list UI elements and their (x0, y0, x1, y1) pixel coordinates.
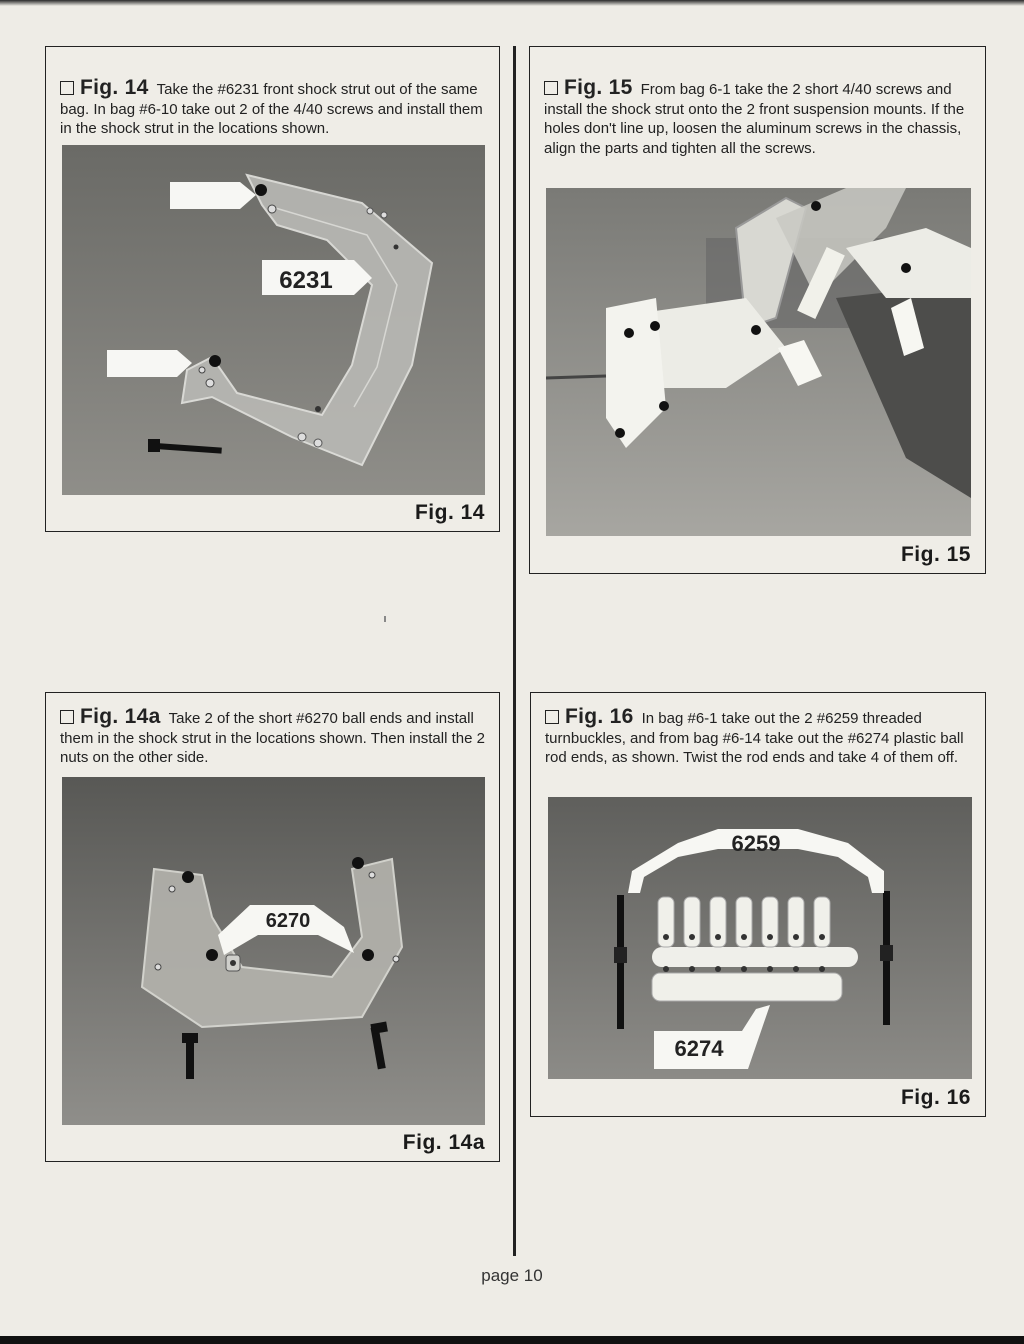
panel-fig15 (529, 46, 986, 574)
panel-fig14 (45, 46, 500, 532)
speck (384, 616, 386, 622)
part-tag-6270: 6270 (265, 910, 311, 932)
figure-label: Fig. 14a (80, 705, 161, 728)
figure-caption: Fig. 16 (900, 1086, 971, 1109)
page-number: page 10 (481, 1266, 543, 1285)
checkbox-icon[interactable] (545, 710, 559, 724)
column-divider (513, 46, 516, 1256)
panel-fig16 (530, 692, 986, 1117)
checkbox-icon[interactable] (60, 81, 74, 95)
instruction-text-fig14 (60, 78, 485, 139)
photo-fig14 (62, 145, 485, 495)
instruction-text-fig15 (544, 78, 971, 158)
figure-label: Fig. 16 (565, 705, 634, 728)
photo-fig15 (546, 188, 971, 536)
instruction-body: Take the #6231 front shock strut out of the same bag. In bag #6-10 take out 2 of the 4/40 screws and install them in the shock strut in the locations shown. (60, 81, 483, 137)
photo-fig14a (62, 777, 485, 1125)
figure-label: Fig. 14 (80, 76, 149, 99)
part-tag-6231: 6231 (279, 267, 333, 294)
figure-caption: Fig. 14 (414, 501, 485, 524)
checkbox-icon[interactable] (544, 81, 558, 95)
figure-caption: Fig. 14a (402, 1131, 485, 1154)
part-tag-6274: 6274 (674, 1036, 724, 1061)
page-top-edge (0, 0, 1024, 6)
panel-fig14a (45, 692, 500, 1162)
figure-label: Fig. 15 (564, 76, 633, 99)
part-tag-6259: 6259 (731, 831, 781, 856)
checkbox-icon[interactable] (60, 710, 74, 724)
figure-caption: Fig. 15 (900, 543, 971, 566)
instruction-body: From bag 6-1 take the 2 short 4/40 screws and install the shock strut onto the 2 front suspension mounts. If the holes don't line up, loosen the aluminum screws in the chassis, align the parts and tighten all the screws. (544, 81, 965, 157)
photo-fig16 (548, 797, 972, 1079)
page-bottom-edge (0, 1336, 1024, 1344)
instruction-body: Take 2 of the short #6270 ball ends and install them in the shock strut in the locations shown. Then install the 2 nuts on the other side. (60, 710, 485, 766)
instruction-text-fig14a (60, 707, 485, 768)
instruction-text-fig16 (545, 707, 971, 768)
instruction-body: In bag #6-1 take out the 2 #6259 threaded turnbuckles, and from bag #6-14 take out the #6274 plastic ball rod ends, as shown. Twist the rod ends and take 4 of them off. (545, 710, 964, 766)
